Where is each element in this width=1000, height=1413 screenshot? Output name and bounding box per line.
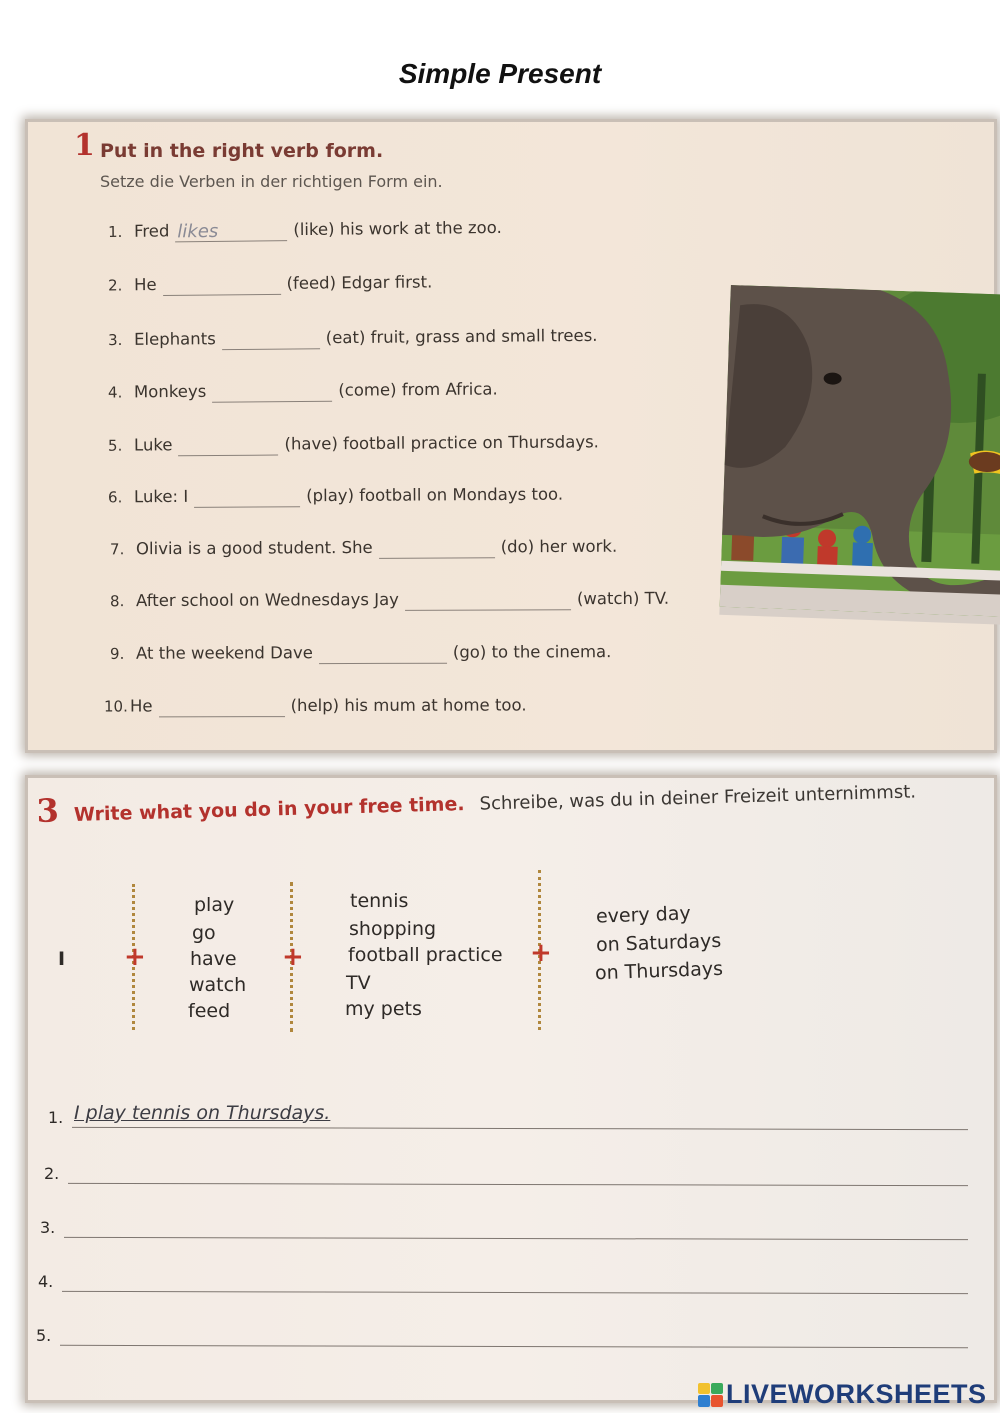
verb-word: feed	[188, 1000, 231, 1022]
answer-text	[194, 487, 196, 508]
answer-line[interactable]	[62, 1291, 968, 1294]
item-text-after: (feed) Edgar first.	[286, 272, 433, 293]
line-number: 4.	[38, 1272, 54, 1291]
subject-word: I	[58, 948, 66, 970]
verb-word: play	[194, 894, 235, 916]
line-number: 5.	[36, 1326, 52, 1345]
answer-text	[178, 435, 180, 456]
item-number: 9.	[109, 644, 125, 663]
answer-blank[interactable]	[319, 643, 447, 664]
exercise1-photo	[28, 122, 994, 750]
item-text-after: (like) his work at the zoo.	[293, 217, 502, 240]
item-text-before: Olivia is a good student. She	[135, 537, 373, 559]
item-number: 4.	[107, 383, 123, 402]
item-text-before: At the weekend Dave	[135, 643, 313, 663]
exercise3-heading: Write what you do in your free time.	[73, 793, 465, 826]
answer-text	[222, 329, 224, 350]
item-text-after: (come) from Africa.	[338, 379, 498, 400]
item-text-after: (watch) TV.	[576, 588, 670, 609]
exercise1-heading: Put in the right verb form.	[100, 140, 384, 162]
answer-text	[319, 643, 321, 664]
exercise3-number: 3	[36, 791, 60, 830]
brand-name: LIVEWORKSHEETS	[726, 1379, 987, 1409]
item-text-before: After school on Wednesdays Jay	[135, 589, 399, 611]
item-text-before: Luke	[133, 435, 173, 455]
item-number: 6.	[107, 488, 123, 507]
item-number: 8.	[109, 592, 125, 611]
exercise1-number: 1	[74, 128, 95, 163]
answer-text	[212, 382, 214, 403]
item-number: 3.	[107, 331, 123, 350]
answer-line[interactable]	[68, 1183, 968, 1186]
item-text-after: (eat) fruit, grass and small trees.	[325, 325, 598, 348]
answer-blank[interactable]	[162, 274, 280, 296]
item-number: 1.	[107, 222, 123, 242]
answer-blank[interactable]	[175, 220, 287, 242]
answer-line[interactable]	[60, 1345, 968, 1348]
verb-word: watch	[189, 974, 247, 996]
exercise-item	[108, 216, 502, 241]
object-word: shopping	[349, 918, 437, 940]
exercise3-photo	[28, 778, 994, 1400]
exercise-item	[108, 430, 599, 454]
liveworksheets-logo-icon	[698, 1383, 722, 1407]
written-answer: I play tennis on Thursdays.	[74, 1102, 331, 1124]
elephant-illustration	[719, 285, 1000, 625]
plus-sign: +	[530, 938, 552, 968]
item-number: 10.	[103, 697, 128, 716]
answer-blank[interactable]	[178, 435, 278, 457]
item-text-before: He	[133, 275, 157, 295]
answer-text	[159, 696, 161, 717]
answer-blank[interactable]	[379, 537, 495, 559]
verb-word: go	[192, 922, 216, 944]
plus-sign: +	[282, 942, 304, 972]
answer-blank[interactable]	[159, 696, 285, 717]
answer-text	[405, 590, 407, 611]
answer-blank[interactable]	[212, 381, 332, 403]
object-word: football practice	[348, 944, 503, 966]
item-text-after: (help) his mum at home too.	[290, 695, 527, 716]
item-number: 2.	[107, 276, 123, 295]
answer-blank[interactable]	[194, 486, 300, 508]
exercise-item	[108, 483, 563, 507]
item-text-after: (go) to the cinema.	[452, 642, 612, 662]
line-number: 1.	[48, 1108, 64, 1127]
answer-line[interactable]	[64, 1237, 968, 1240]
object-word: tennis	[350, 890, 409, 912]
line-number: 2.	[44, 1164, 60, 1183]
item-number: 7.	[109, 540, 125, 559]
exercise1-subheading: Setze die Verben in der richtigen Form ein.	[100, 172, 443, 191]
answer-text	[379, 538, 381, 559]
plus-sign: +	[124, 942, 146, 972]
item-text-before: He	[129, 696, 153, 716]
item-text-before: Monkeys	[133, 381, 207, 402]
exercise-item	[104, 693, 527, 715]
exercise-item	[110, 640, 611, 663]
item-text-before: Fred	[133, 221, 170, 241]
answer-blank[interactable]	[222, 328, 320, 350]
time-word: on Thursdays	[594, 957, 724, 985]
object-word: TV	[346, 972, 371, 994]
exercise-item	[110, 535, 617, 559]
time-word: every day	[595, 902, 692, 928]
exercise-item	[108, 377, 498, 401]
answer-line[interactable]	[72, 1127, 968, 1130]
verb-word: have	[190, 948, 237, 970]
exercise3-subheading: Schreibe, was du in deiner Freizeit unternimmst.	[479, 781, 917, 815]
line-number: 3.	[40, 1218, 56, 1237]
item-text-before: Elephants	[133, 329, 216, 349]
item-text-before: Luke: I	[133, 486, 189, 507]
page-title: Simple Present	[398, 58, 602, 89]
time-word: on Saturdays	[595, 929, 722, 957]
answer-text	[162, 275, 164, 296]
item-text-after: (do) her work.	[500, 536, 618, 557]
answer-blank[interactable]	[405, 589, 571, 611]
liveworksheets-brand	[698, 1379, 987, 1410]
item-number: 5.	[107, 436, 123, 455]
exercise-item	[108, 270, 432, 294]
exercise-item	[110, 587, 669, 610]
item-text-after: (play) football on Mondays too.	[306, 484, 564, 506]
item-text-after: (have) football practice on Thursdays.	[284, 432, 599, 454]
exercise3-header	[36, 767, 916, 830]
exercise-item	[108, 324, 598, 349]
object-word: my pets	[345, 998, 422, 1020]
answer-text: likes	[177, 220, 219, 243]
